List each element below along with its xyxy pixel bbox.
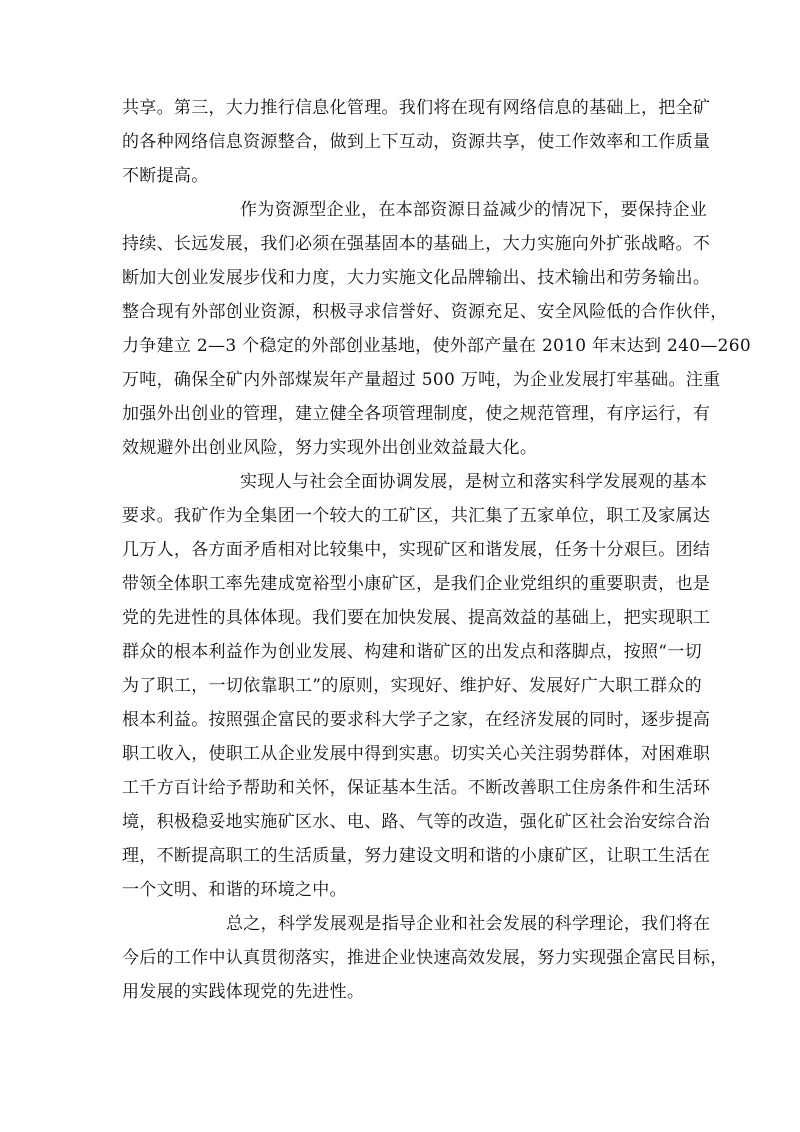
paragraph-3-line-9: 职工收入，使职工从企业发展中得到实惠。切实关心关注弱势群体，对困难职 <box>122 744 711 764</box>
paragraph-3-line-6: 群众的根本利益作为创业发展、构建和谐矿区的出发点和落脚点，按照“一切 <box>122 642 702 662</box>
paragraph-3-line-3: 几万人，各方面矛盾相对比较集中，实现矿区和谐发展，任务十分艰巨。团结 <box>122 540 711 560</box>
paragraph-3-line-11: 境，积极稳妥地实施矿区水、电、路、气等的改造，强化矿区社会治安综合治 <box>122 812 711 832</box>
paragraph-4-line-3: 用发展的实践体现党的先进性。 <box>122 982 365 1002</box>
paragraph-3-line-10: 工千方百计给予帮助和关怀，保证基本生活。不断改善职工住房条件和生活环 <box>122 778 711 798</box>
paragraph-2-line-6: 万吨，确保全矿内外部煤炭年产量超过 500 万吨，为企业发展打牢基础。注重 <box>122 370 721 390</box>
paragraph-3-line-12: 理，不断提高职工的生活质量，努力建设文明和谐的小康矿区，让职工生活在 <box>122 846 711 866</box>
paragraph-3-line-1: 实现人与社会全面协调发展，是树立和落实科学发展观的基本 <box>240 472 708 492</box>
paragraph-2-line-2: 持续、长远发展，我们必须在强基固本的基础上，大力实施向外扩张战略。不 <box>122 234 711 254</box>
paragraph-3-line-4: 带领全体职工率先建成宽裕型小康矿区，是我们企业党组织的重要职责，也是 <box>122 574 711 594</box>
paragraph-2-line-8: 效规避外出创业风险，努力实现外出创业效益最大化。 <box>122 438 538 458</box>
paragraph-4-line-1: 总之，科学发展观是指导企业和社会发展的科学理论，我们将在 <box>226 914 711 934</box>
paragraph-1-line-1: 共享。第三，大力推行信息化管理。我们将在现有网络信息的基础上，把全矿 <box>122 98 711 118</box>
paragraph-1-line-3: 不断提高。 <box>122 166 209 186</box>
paragraph-4-line-2: 今后的工作中认真贯彻落实，推进企业快速高效发展，努力实现强企富民目标， <box>122 948 728 968</box>
paragraph-2-line-1: 作为资源型企业，在本部资源日益减少的情况下，要保持企业 <box>240 200 708 220</box>
paragraph-3-line-5: 党的先进性的具体体现。我们要在加快发展、提高效益的基础上，把实现职工 <box>122 608 711 628</box>
paragraph-2-line-7: 加强外出创业的管理，建立健全各项管理制度，使之规范管理，有序运行，有 <box>122 404 711 424</box>
paragraph-1-line-2: 的各种网络信息资源整合，做到上下互动，资源共享，使工作效率和工作质量 <box>122 132 711 152</box>
paragraph-3-line-2: 要求。我矿作为全集团一个较大的工矿区，共汇集了五家单位，职工及家属达 <box>122 506 711 526</box>
paragraph-2-line-4: 整合现有外部创业资源，积极寻求信誉好、资源充足、安全风险低的合作伙伴， <box>122 302 728 322</box>
paragraph-2-line-5: 力争建立 2—3 个稳定的外部创业基地，使外部产量在 2010 年末达到 240—260 <box>122 336 752 356</box>
paragraph-3-line-7: 为了职工，一切依靠职工”的原则，实现好、维护好、发展好广大职工群众的 <box>122 676 702 696</box>
paragraph-2-line-3: 断加大创业发展步伐和力度，大力实施文化品牌输出、技术输出和劳务输出。 <box>122 268 711 288</box>
paragraph-3-line-13: 一个文明、和谐的环境之中。 <box>122 880 347 900</box>
paragraph-3-line-8: 根本利益。按照强企富民的要求科大学子之家，在经济发展的同时，逐步提高 <box>122 710 711 730</box>
